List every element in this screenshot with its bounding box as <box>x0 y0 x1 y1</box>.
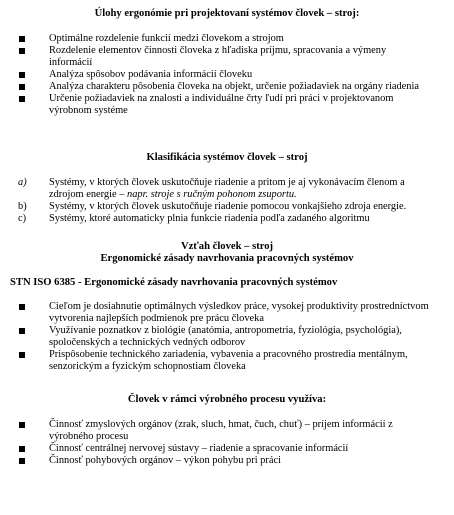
square-bullet-icon <box>19 84 25 90</box>
list-stn-iso <box>0 301 446 373</box>
heading-stn-iso: STN ISO 6385 - Ergonomické zásady navrhovania pracovných systémov <box>10 277 338 288</box>
list-classification <box>0 177 446 225</box>
list-item: Optimálne rozdelenie funkcií medzi človekom a strojom <box>0 33 430 45</box>
heading-man-machine: Vzťah človek – stroj <box>180 241 274 252</box>
square-bullet-icon <box>19 48 25 54</box>
list-item: Určenie požiadaviek na znalosti a individuálne črty ľudí pri práci v projektovanom výrobnom systéme <box>0 93 430 117</box>
list-item: b) Systémy, v ktorých človek uskutočňuje riadenie pomocou vonkajšieho zdroja energie. <box>18 201 407 212</box>
example-note: napr. stroje s ručným pohonom zsuportu. <box>127 189 297 200</box>
square-bullet-icon <box>19 36 25 42</box>
list-ergonomics-tasks <box>0 33 430 117</box>
list-item: Cieľom je dosiahnutie optimálnych výsledkov práce, vysokej produktivity prostredníctvom vytvorenia najlepších podmienok pre prácu človeka <box>0 301 446 325</box>
list-item: Činnosť pohybových orgánov – výkon pohybu pri práci <box>0 455 440 467</box>
list-production-process <box>0 419 440 467</box>
square-bullet-icon <box>19 96 25 102</box>
list-marker: c) <box>18 213 27 224</box>
list-item: Prispôsobenie technického zariadenia, vybavenia a pracovného prostredia mentálnym, senzorickým a fyzickým schopnostiam človeka <box>0 349 446 373</box>
square-bullet-icon <box>19 446 25 452</box>
square-bullet-icon <box>19 328 25 334</box>
list-marker: b) <box>18 201 27 212</box>
list-item: Analýza spôsobov podávania informácií človeku <box>0 69 430 81</box>
heading-ergonomics-tasks: Úlohy ergonómie pri projektovaní systémov človek – stroj: <box>94 8 360 19</box>
list-item: Činnosť centrálnej nervovej sústavy – riadenie a spracovanie informácií <box>0 443 440 455</box>
heading-classification: Klasifikácia systémov človek – stroj <box>146 152 308 163</box>
square-bullet-icon <box>19 458 25 464</box>
square-bullet-icon <box>19 422 25 428</box>
list-item: Rozdelenie elementov činnosti človeka z hľadiska príjmu, spracovania a výmeny informácií <box>0 45 430 69</box>
list-item: Využívanie poznatkov z biológie (anatómia, antropometria, fyziológia, psychológia), spoločenských a technických vedných odborov <box>0 325 446 349</box>
list-item: c) Systémy, ktoré automaticky plnia funkcie riadenia podľa zadaného algoritmu <box>18 213 370 224</box>
square-bullet-icon <box>19 72 25 78</box>
list-item: Činnosť zmyslových orgánov (zrak, sluch, hmat, čuch, chuť) – príjem informácií z výrobného procesu <box>0 419 440 443</box>
heading-design-principles: Ergonomické zásady navrhovania pracovných systémov <box>100 253 354 264</box>
square-bullet-icon <box>19 352 25 358</box>
heading-production-process: Človek v rámci výrobného procesu využíva: <box>127 394 327 405</box>
square-bullet-icon <box>19 304 25 310</box>
list-item: Analýza charakteru pôsobenia človeka na objekt, určenie požiadaviek na orgány riadenia <box>0 81 430 93</box>
list-marker: a) <box>18 177 27 188</box>
list-item: a) Systémy, v ktorých človek uskutočňuje riadenie a pritom je aj vykonávacím členom a zdrojom energie – napr. stroje s ručným pohonom zsuportu. <box>18 177 405 200</box>
